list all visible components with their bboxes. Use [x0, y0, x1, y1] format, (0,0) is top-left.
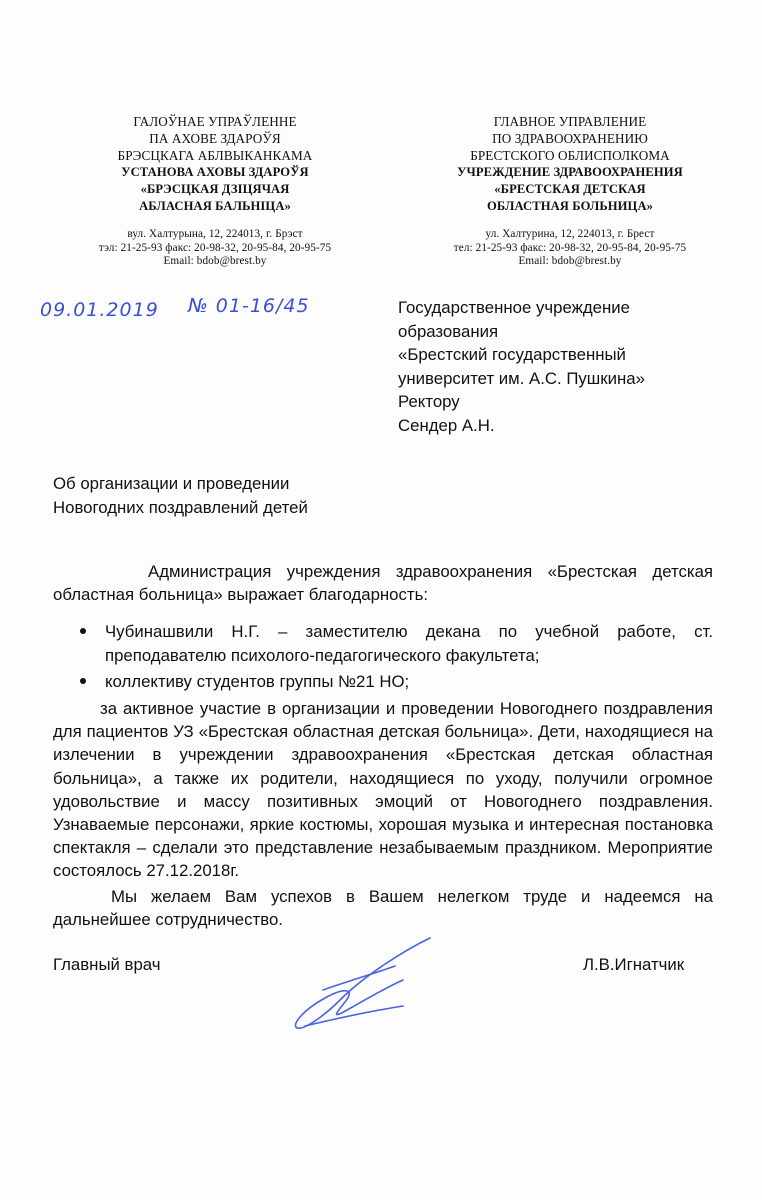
- letterhead-email: Email: bdob@brest.by: [163, 255, 267, 267]
- subject-line: Об организации и проведении: [53, 474, 290, 493]
- letterhead-institution: «БРЕСТСКАЯ ДЕТСКАЯ: [494, 182, 646, 196]
- letterhead-line: ПО ЗДРАВООХРАНЕНИЮ: [492, 131, 648, 146]
- letterhead-address: ул. Халтурина, 12, 224013, г. Брест: [485, 228, 655, 240]
- letterhead-phones: тел: 21-25-93 факс: 20-98-32, 20-95-84, 20-95-75: [453, 241, 687, 254]
- handwritten-date: 09.01.2019: [40, 299, 159, 321]
- wish-paragraph: Мы желаем Вам успехов в Вашем нелегком труде и надеемся на дальнейшее сотрудничество.: [53, 886, 713, 929]
- subject-line: Новогодних поздравлений детей: [53, 497, 308, 517]
- handwritten-registration: [38, 290, 338, 330]
- letterhead-address: вул. Халтурына, 12, 224013, г. Брэст: [127, 228, 303, 240]
- recipients-list: [53, 620, 713, 693]
- list-item: [53, 620, 713, 666]
- letterhead-institution: ОБЛАСТНАЯ БОЛЬНИЦА»: [486, 199, 654, 213]
- main-paragraph: за активное участие в организации и проведении Новогоднего поздравления для пациентов УЗ «Брестская областная детская больница». Дети, находящиеся на излечении в учреждении здравоохранения «Брестская детская областная больница», а также их родители, находящиеся по уходу, получили огромное удовольствие и массу позитивных эмоций от Новогоднего поздравления. Узнаваемые персонажи, яркие костюмы, хорошая музыка и интересная постановка спектакля – сделали это представление незабываемым праздником. Мероприятие состоялось 27.12.2018г.: [53, 699, 713, 881]
- letterhead-line: БРЭСЦКАГА АБЛВЫКАНКАМА: [117, 148, 313, 163]
- letter-body: [53, 560, 713, 931]
- letterhead-phones: тэл: 21-25-93 факс: 20-98-32, 20-95-84, 20-95-75: [98, 241, 332, 254]
- addressee-line: Ректору: [398, 392, 460, 411]
- letterhead-russian: [410, 113, 730, 269]
- handwritten-number: № 01-16/45: [188, 295, 310, 317]
- list-item-text: коллективу студентов группы №21 НО;: [105, 671, 410, 691]
- subject-block: [53, 472, 308, 519]
- signatory-title: Главный врач: [53, 955, 161, 974]
- intro-paragraph: Администрация учреждения здравоохранения «Брестская детская областная больница» выражает благодарность:: [53, 562, 713, 605]
- letterhead-line: БРЕСТСКОГО ОБЛИСПОЛКОМА: [470, 148, 670, 163]
- letterhead-belarusian: [60, 113, 370, 269]
- letterhead-line: ГАЛОЎНАЕ УПРАЎЛЕННЕ: [133, 114, 297, 129]
- letterhead-line: ПА АХОВЕ ЗДАРОЎЯ: [149, 131, 281, 146]
- list-item-text: Чубинашвили Н.Г. – заместителю декана по учебной работе, ст. преподавателю психолого-педагогического факультета;: [105, 622, 713, 665]
- letterhead-email: Email: bdob@brest.by: [518, 255, 622, 267]
- signatory-name: Л.В.Игнатчик: [583, 955, 685, 974]
- handwritten-signature: [285, 930, 445, 1040]
- bullet-icon: [80, 678, 86, 684]
- letterhead-institution: УСТАНОВА АХОВЫ ЗДАРОЎЯ: [121, 165, 309, 179]
- addressee-line: Государственное учреждение: [398, 298, 630, 317]
- bullet-icon: [80, 628, 86, 634]
- letterhead-line: ГЛАВНОЕ УПРАВЛЕНИЕ: [493, 114, 647, 129]
- list-item: [53, 670, 713, 693]
- letterhead-institution: АБЛАСНАЯ БАЛЬНІЦА»: [139, 199, 291, 213]
- addressee-block: [398, 296, 645, 437]
- addressee-line: «Брестский государственный: [398, 345, 626, 364]
- addressee-line: Сендер А.Н.: [398, 415, 495, 435]
- letterhead-institution: «БРЭСЦКАЯ ДЗІЦЯЧАЯ: [140, 182, 290, 196]
- addressee-line: образования: [398, 321, 499, 341]
- letterhead-institution: УЧРЕЖДЕНИЕ ЗДРАВООХРАНЕНИЯ: [457, 165, 683, 179]
- addressee-line: университет им. А.С. Пушкина»: [398, 368, 645, 388]
